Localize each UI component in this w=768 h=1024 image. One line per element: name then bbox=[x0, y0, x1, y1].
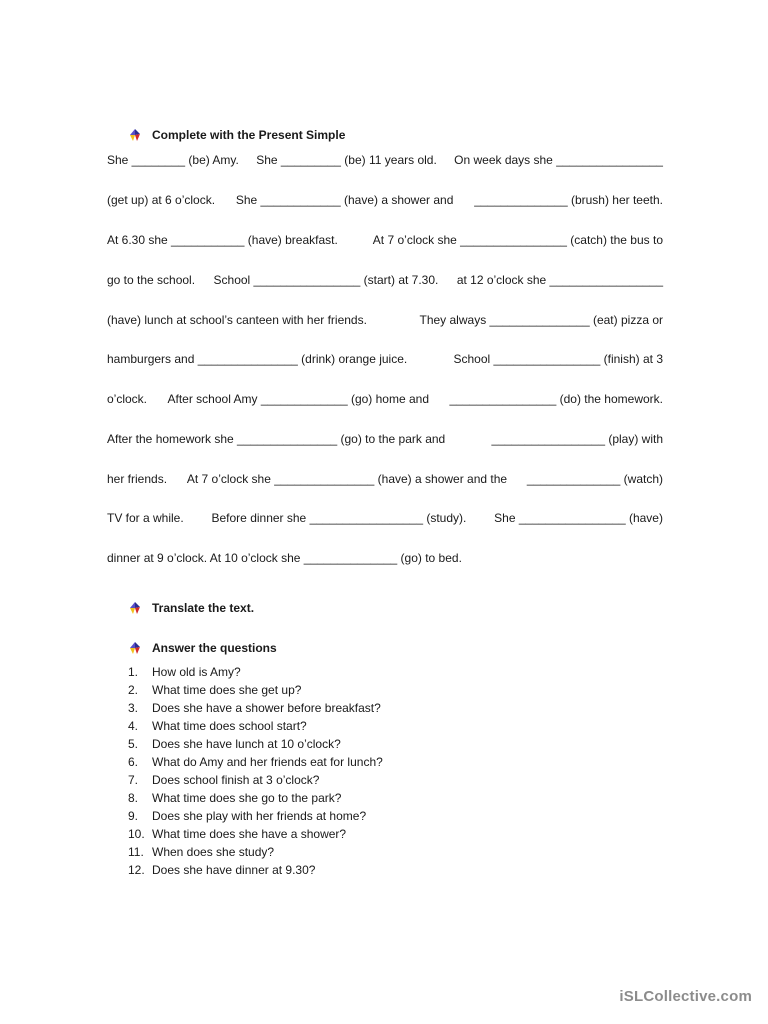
text-segment: TV for a while. bbox=[107, 511, 184, 525]
question-number: 3. bbox=[128, 701, 139, 715]
bullet-icon bbox=[128, 641, 142, 655]
question-item bbox=[128, 861, 383, 879]
bullet-icon bbox=[128, 601, 142, 615]
question-number: 12. bbox=[128, 863, 145, 877]
question-text: What do Amy and her friends eat for lunch? bbox=[152, 755, 383, 769]
text-segment: At 7 o’clock she _______________ (have) a shower and the bbox=[186, 472, 508, 486]
question-text: What time does she get up? bbox=[152, 683, 302, 697]
text-segment: ________________ (do) the homework. bbox=[449, 392, 663, 406]
question-item bbox=[128, 807, 383, 825]
section-heading-translate bbox=[128, 599, 254, 617]
question-text: What time does school start? bbox=[152, 719, 307, 733]
text-segment: o’clock. bbox=[107, 392, 148, 406]
section-heading-text: Translate the text. bbox=[152, 601, 255, 615]
question-number: 11. bbox=[128, 845, 144, 859]
question-item bbox=[128, 717, 383, 735]
question-text: Does she play with her friends at home? bbox=[152, 809, 367, 823]
text-segment: dinner at 9 o’clock. At 10 o’clock she ______________ (go) to bed. bbox=[107, 551, 462, 565]
text-segment: She _________ (be) 11 years old. bbox=[256, 153, 437, 167]
question-number: 8. bbox=[128, 791, 139, 805]
text-segment: At 6.30 she ___________ (have) breakfast. bbox=[107, 233, 338, 247]
paragraph-line bbox=[107, 551, 663, 565]
watermark-text: iSLCollective.com bbox=[619, 988, 752, 1005]
paragraph-line bbox=[107, 193, 663, 207]
section-heading-text: Answer the questions bbox=[152, 641, 277, 655]
question-item bbox=[128, 771, 383, 789]
text-segment: At 7 o’clock she ________________ (catch) the bus to bbox=[372, 233, 663, 247]
text-segment: She ________________ (have) bbox=[494, 511, 663, 525]
text-segment: go to the school. bbox=[107, 273, 196, 287]
text-segment: (get up) at 6 o’clock. bbox=[107, 193, 216, 207]
text-segment: hamburgers and _______________ (drink) orange juice. bbox=[107, 352, 408, 366]
text-segment: Before dinner she _________________ (study). bbox=[211, 511, 467, 525]
text-segment: They always _______________ (eat) pizza or bbox=[419, 313, 663, 327]
question-text: Does she have lunch at 10 o’clock? bbox=[152, 737, 341, 751]
question-item bbox=[128, 735, 383, 753]
text-segment: at 12 o’clock she _________________ bbox=[456, 273, 663, 287]
text-segment: After the homework she _______________ (go) to the park and bbox=[107, 432, 446, 446]
text-segment: School ________________ (start) at 7.30. bbox=[213, 273, 439, 287]
question-text: Does she have a shower before breakfast? bbox=[152, 701, 381, 715]
paragraph-line bbox=[107, 392, 663, 406]
paragraph-line bbox=[107, 432, 663, 446]
text-segment: ______________ (watch) bbox=[526, 472, 663, 486]
section-heading-complete bbox=[128, 126, 345, 144]
paragraph-line bbox=[107, 313, 663, 327]
question-item bbox=[128, 753, 383, 771]
question-number: 9. bbox=[128, 809, 139, 823]
question-number: 4. bbox=[128, 719, 139, 733]
text-segment: _________________ (play) with bbox=[491, 432, 663, 446]
question-number: 2. bbox=[128, 683, 139, 697]
bullet-icon bbox=[128, 128, 142, 142]
text-segment: On week days she ________________ bbox=[454, 153, 663, 167]
question-item bbox=[128, 681, 383, 699]
question-text: Does school finish at 3 o’clock? bbox=[152, 773, 320, 787]
text-segment: School ________________ (finish) at 3 bbox=[453, 352, 663, 366]
paragraph-line bbox=[107, 511, 663, 525]
paragraph-line bbox=[107, 352, 663, 366]
paragraph-line bbox=[107, 233, 663, 247]
section-heading-text: Complete with the Present Simple bbox=[152, 128, 346, 142]
question-text: Does she have dinner at 9.30? bbox=[152, 863, 316, 877]
paragraph-line bbox=[107, 472, 663, 486]
question-number: 5. bbox=[128, 737, 139, 751]
question-item bbox=[128, 843, 383, 861]
text-segment: ______________ (brush) her teeth. bbox=[474, 193, 663, 207]
question-number: 6. bbox=[128, 755, 139, 769]
paragraph-line bbox=[107, 273, 663, 287]
section-heading-answer bbox=[128, 639, 277, 657]
questions-list bbox=[128, 663, 383, 879]
text-segment: She ________ (be) Amy. bbox=[107, 153, 239, 167]
question-text: When does she study? bbox=[152, 845, 275, 859]
question-number: 10. bbox=[128, 827, 145, 841]
question-text: How old is Amy? bbox=[152, 665, 241, 679]
question-text: What time does she go to the park? bbox=[152, 791, 342, 805]
text-segment: (have) lunch at school’s canteen with her friends. bbox=[107, 313, 367, 327]
text-segment: After school Amy _____________ (go) home and bbox=[167, 392, 430, 406]
question-item bbox=[128, 699, 383, 717]
question-text: What time does she have a shower? bbox=[152, 827, 347, 841]
paragraph-line bbox=[107, 153, 663, 167]
question-item bbox=[128, 825, 383, 843]
question-item bbox=[128, 663, 383, 681]
question-item bbox=[128, 789, 383, 807]
question-number: 7. bbox=[128, 773, 139, 787]
text-segment: her friends. bbox=[107, 472, 168, 486]
question-number: 1. bbox=[128, 665, 139, 679]
text-segment: She ____________ (have) a shower and bbox=[235, 193, 454, 207]
